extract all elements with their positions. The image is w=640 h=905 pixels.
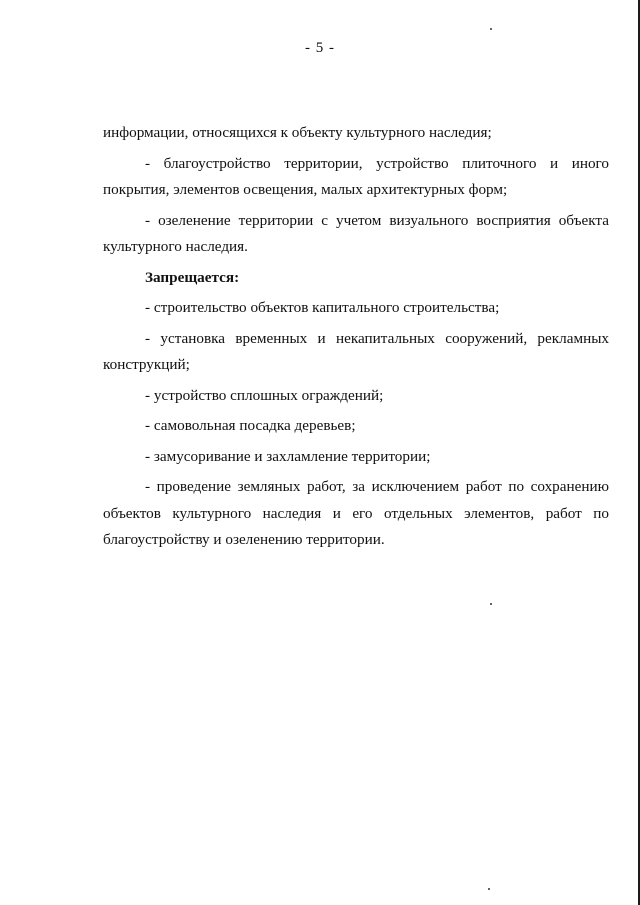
list-item: - устройство сплошных ограждений; [145,386,384,404]
scan-speck [490,28,492,30]
page-number: - 5 - [305,40,335,56]
list-item: - проведение земляных работ, за исключением работ по сохранению объектов культурного наследия и его отдельных элементов, работ по благоустройству и озеленению территории. [103,478,609,548]
document-body [103,120,609,554]
paragraph: информации, относящихся к объекту культурного наследия; [103,124,492,141]
list-item: - замусоривание и захламление территории; [145,447,431,465]
list-item: - самовольная посадка деревьев; [145,417,356,434]
scan-speck [490,603,492,605]
list-item: - благоустройство территории, устройство плиточного и иного покрытия, элементов освещения, малых архитектурных форм; [103,154,609,198]
scan-speck [488,888,490,890]
list-item: - установка временных и некапитальных сооружений, рекламных конструкций; [103,329,609,373]
list-item: - озеленение территории с учетом визуального восприятия объекта культурного наследия. [103,211,609,255]
list-item: - строительство объектов капитального строительства; [145,299,500,316]
section-heading: Запрещается: [145,268,240,286]
